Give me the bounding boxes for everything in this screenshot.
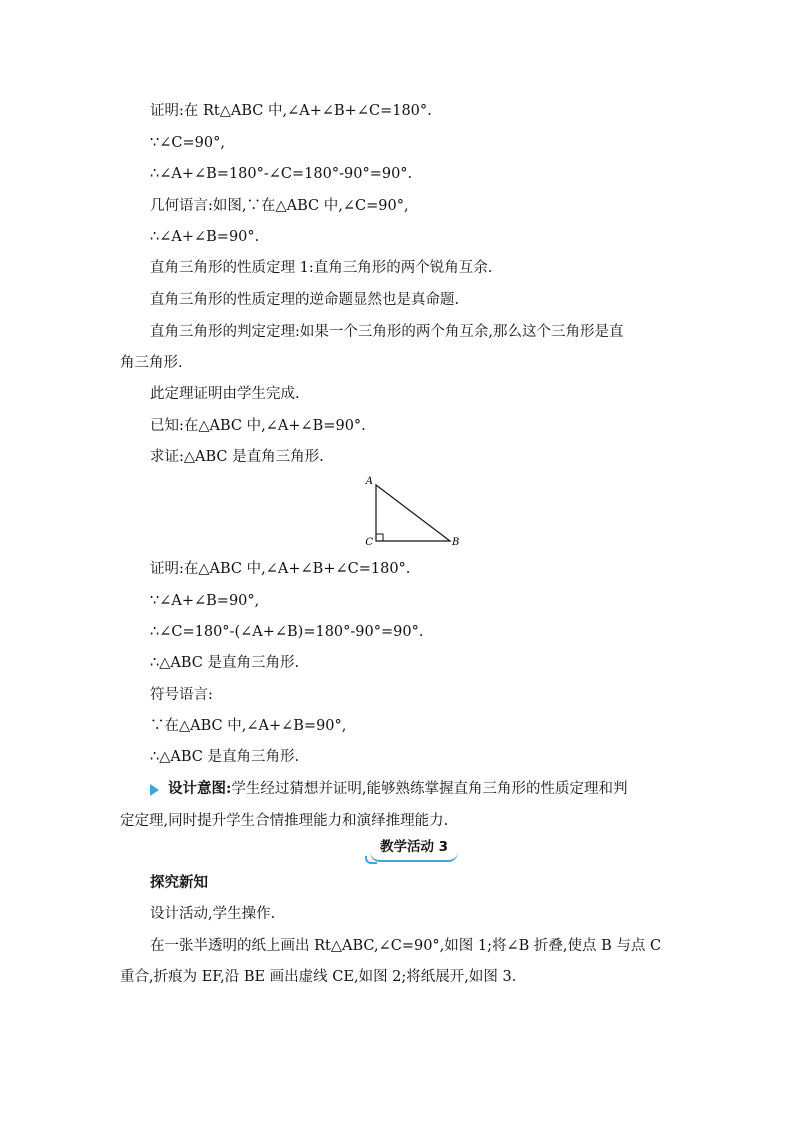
property-theorem-1: 直角三角形的性质定理 1:直角三角形的两个锐角互余. — [150, 260, 493, 276]
triangle-shape — [376, 485, 450, 541]
proof-line-2: ∵∠C=90°, — [150, 135, 225, 151]
triangle-marker-icon — [150, 784, 159, 796]
criterion-theorem: 直角三角形的判定定理:如果一个三角形的两个角互余,那么这个三角形是直 — [150, 324, 624, 340]
right-triangle-figure — [360, 472, 470, 550]
geometry-conclusion: ∴∠A+∠B=90°. — [150, 229, 260, 245]
proof2-line-2: ∵∠A+∠B=90°, — [150, 593, 260, 609]
vertex-c-label: C — [365, 537, 373, 548]
criterion-theorem-cont: 角三角形. — [120, 355, 183, 371]
design-intent — [168, 779, 627, 799]
proof-line-3: ∴∠A+∠B=180°-∠C=180°-90°=90°. — [150, 166, 413, 182]
activity-line-1: 设计活动,学生操作. — [150, 906, 276, 922]
geometry-language-line: 几何语言:如图,∵在△ABC 中,∠C=90°, — [150, 198, 409, 214]
explore-heading: 探究新知 — [150, 874, 208, 891]
vertex-a-label: A — [365, 476, 373, 487]
proof2-line-3: ∴∠C=180°-(∠A+∠B)=180°-90°=90°. — [150, 624, 424, 640]
proof-line-1: 证明:在 Rt△ABC 中,∠A+∠B+∠C=180°. — [150, 103, 432, 119]
proof-by-students: 此定理证明由学生完成. — [150, 386, 300, 402]
converse-statement: 直角三角形的性质定理的逆命题显然也是真命题. — [150, 292, 460, 308]
activity-heading-hook — [365, 856, 377, 864]
design-intent-cont: 定定理,同时提升学生合情推理能力和演绎推理能力. — [120, 813, 449, 829]
proof2-conclusion: ∴△ABC 是直角三角形. — [150, 655, 300, 671]
given-line: 已知:在△ABC 中,∠A+∠B=90°. — [150, 418, 366, 434]
proof2-line-1: 证明:在△ABC 中,∠A+∠B+∠C=180°. — [150, 561, 411, 577]
design-intent-label: 设计意图: — [168, 780, 232, 797]
right-angle-mark — [376, 534, 383, 541]
symbol-language-label: 符号语言: — [150, 687, 213, 703]
vertex-b-label: B — [452, 537, 460, 548]
activity-line-2: 在一张半透明的纸上画出 Rt△ABC,∠C=90°,如图 1;将∠B 折叠,使点 B 与点 C — [150, 938, 662, 954]
symbol-language-conclusion: ∴△ABC 是直角三角形. — [150, 749, 300, 765]
prove-line: 求证:△ABC 是直角三角形. — [150, 449, 324, 465]
activity-heading: 教学活动 3 — [370, 836, 458, 862]
design-intent-text: 学生经过猜想并证明,能够熟练掌握直角三角形的性质定理和判 — [231, 781, 628, 797]
activity-line-3: 重合,折痕为 EF,沿 BE 画出虚线 CE,如图 2;将纸展开,如图 3. — [120, 969, 517, 985]
symbol-language-line: ∵在△ABC 中,∠A+∠B=90°, — [150, 718, 347, 734]
